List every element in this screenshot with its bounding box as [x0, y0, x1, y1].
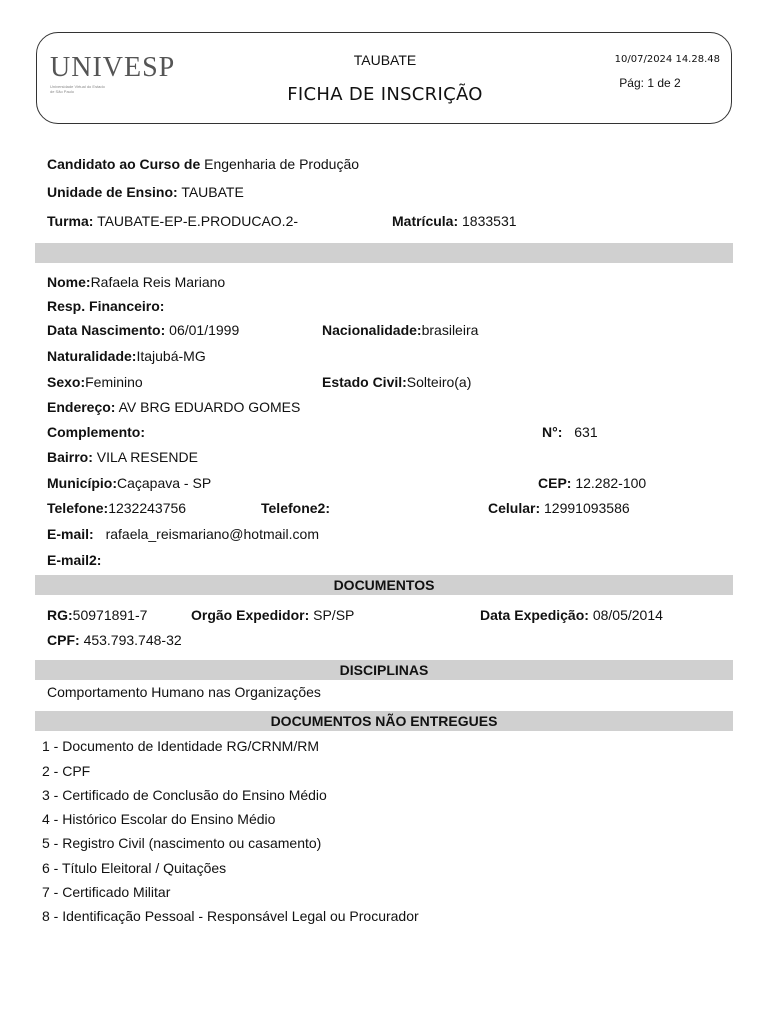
page-title: FICHA DE INSCRIÇÃO — [287, 84, 483, 105]
telefone2-field — [261, 498, 330, 518]
list-item: 2 - CPF — [42, 763, 91, 779]
list-item: 5 - Registro Civil (nascimento ou casamento) — [42, 835, 322, 851]
email2-label: E-mail2: — [47, 552, 102, 568]
numero-value: 631 — [574, 424, 598, 440]
turma-label: Turma: — [47, 213, 94, 229]
numero-field — [542, 422, 598, 442]
rg-row — [47, 605, 147, 625]
bairro-row — [47, 447, 198, 467]
univesp-logo — [50, 52, 176, 98]
email-row — [47, 524, 319, 544]
bairro-label: Bairro: — [47, 449, 93, 465]
nome-row — [47, 272, 225, 292]
telefone2-label: Telefone2: — [261, 500, 330, 516]
email-label: E-mail: — [47, 526, 94, 542]
municipio-row — [47, 473, 211, 493]
email2-row — [47, 550, 101, 570]
header-city: TAUBATE — [353, 52, 417, 68]
unidade-row — [47, 182, 244, 202]
resp-label: Resp. Financeiro: — [47, 298, 165, 314]
endereco-row — [47, 397, 300, 417]
bairro-value: VILA RESENDE — [96, 449, 198, 465]
logo-subtitle: Universidade Virtual do Estado de São Paulo — [50, 84, 105, 94]
rg-value: 50971891-7 — [72, 607, 148, 623]
header-datetime: 10/07/2024 14.28.48 — [614, 54, 720, 65]
data-expedicao-field — [480, 605, 663, 625]
candidato-label: Candidato ao Curso de — [47, 156, 201, 172]
nome-value: Rafaela Reis Mariano — [90, 274, 226, 290]
municipio-label: Município: — [47, 475, 117, 491]
cpf-row — [47, 630, 182, 650]
email-value: rafaela_reismariano@hotmail.com — [105, 526, 319, 542]
sexo-label: Sexo: — [47, 374, 86, 390]
turma-value: TAUBATE-EP-E.PRODUCAO.2- — [97, 213, 299, 229]
nome-label: Nome: — [47, 274, 91, 290]
disciplina-item: Comportamento Humano nas Organizações — [47, 684, 321, 700]
matricula-value: 1833531 — [462, 213, 517, 229]
logo-text: UNIVESP — [50, 52, 176, 83]
telefone-value: 1232243756 — [108, 500, 187, 516]
documentos-heading: DOCUMENTOS — [35, 575, 733, 595]
nasc-value: 06/01/1999 — [169, 322, 240, 338]
nasc-label: Data Nascimento: — [47, 322, 166, 338]
cep-field — [538, 473, 646, 493]
cep-label: CEP: — [538, 475, 572, 491]
list-item: 8 - Identificação Pessoal - Responsável Legal ou Procurador — [42, 908, 419, 924]
civil-label: Estado Civil: — [322, 374, 407, 390]
complemento-label: Complemento: — [47, 424, 145, 440]
candidato-value: Engenharia de Produção — [204, 156, 360, 172]
rg-label: RG: — [47, 607, 73, 623]
list-item: 6 - Título Eleitoral / Quitações — [42, 860, 227, 876]
list-item: 4 - Histórico Escolar do Ensino Médio — [42, 811, 276, 827]
list-item: 3 - Certificado de Conclusão do Ensino Médio — [42, 787, 327, 803]
complemento-row — [47, 422, 145, 442]
unidade-label: Unidade de Ensino: — [47, 184, 178, 200]
cpf-label: CPF: — [47, 632, 80, 648]
page-number: Pág: 1 de 2 — [619, 76, 681, 90]
endereco-label: Endereço: — [47, 399, 116, 415]
municipio-value: Caçapava - SP — [117, 475, 212, 491]
unidade-value: TAUBATE — [181, 184, 244, 200]
telefone-label: Telefone: — [47, 500, 109, 516]
natur-value: Itajubá-MG — [136, 348, 206, 364]
list-item: 7 - Certificado Militar — [42, 884, 171, 900]
course-row — [47, 154, 359, 174]
orgao-field — [191, 605, 354, 625]
nao-entregues-heading: DOCUMENTOS NÃO ENTREGUES — [35, 711, 733, 731]
resp-row — [47, 296, 164, 316]
data-expedicao-value: 08/05/2014 — [592, 607, 663, 623]
nac-value: brasileira — [421, 322, 479, 338]
data-expedicao-label: Data Expedição: — [480, 607, 589, 623]
nac-label: Nacionalidade: — [322, 322, 422, 338]
separator-bar — [35, 243, 733, 263]
orgao-value: SP/SP — [313, 607, 355, 623]
natur-row — [47, 346, 206, 366]
civil-field — [322, 372, 471, 392]
orgao-label: Orgão Expedidor: — [191, 607, 310, 623]
nac-field — [322, 320, 478, 340]
matricula-field — [392, 211, 517, 231]
celular-field — [488, 498, 630, 518]
disciplinas-heading: DISCIPLINAS — [35, 660, 733, 680]
sexo-row — [47, 372, 143, 392]
cpf-value: 453.793.748-32 — [83, 632, 182, 648]
list-item: 1 - Documento de Identidade RG/CRNM/RM — [42, 738, 319, 754]
celular-label: Celular: — [488, 500, 541, 516]
sexo-value: Feminino — [85, 374, 143, 390]
numero-label: N°: — [542, 424, 563, 440]
celular-value: 12991093586 — [544, 500, 630, 516]
matricula-label: Matrícula: — [392, 213, 459, 229]
turma-row — [47, 211, 298, 231]
cep-value: 12.282-100 — [575, 475, 647, 491]
telefone-row — [47, 498, 186, 518]
endereco-value: AV BRG EDUARDO GOMES — [118, 399, 301, 415]
civil-value: Solteiro(a) — [406, 374, 472, 390]
natur-label: Naturalidade: — [47, 348, 137, 364]
nasc-row — [47, 320, 239, 340]
